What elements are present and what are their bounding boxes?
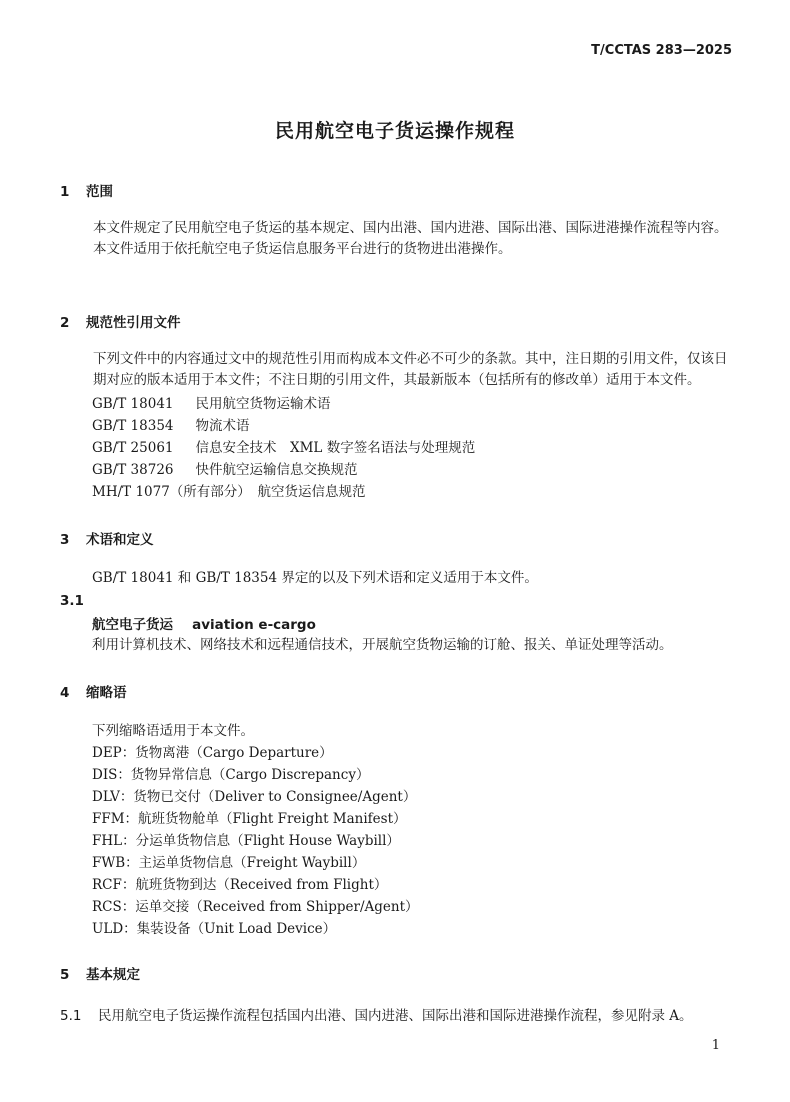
section-title: 基本规定 bbox=[86, 967, 140, 983]
section-5-heading bbox=[60, 963, 140, 983]
abbreviation-item: FFM：航班货物舱单（Flight Freight Manifest） bbox=[92, 811, 407, 827]
clause-text: 民用航空电子货运操作流程包括国内出港、国内进港、国际出港和国际进港操作流程，参见附录 A。 bbox=[98, 1008, 693, 1024]
reference-name: 信息安全技术 XML 数字签名语法与处理规范 bbox=[195, 440, 476, 456]
section-1-heading bbox=[60, 180, 113, 200]
section-number: 3 bbox=[60, 532, 70, 548]
abbreviation-item: FHL：分运单货物信息（Flight House Waybill） bbox=[92, 833, 400, 849]
section-title: 术语和定义 bbox=[86, 532, 154, 548]
reference-name: 物流术语 bbox=[195, 418, 250, 434]
section-2-heading bbox=[60, 311, 181, 331]
normative-references-list bbox=[92, 393, 475, 503]
reference-code: GB/T 38726 bbox=[92, 462, 174, 478]
paragraph: 下列文件中的内容通过文中的规范性引用而构成本文件必不可少的条款。其中，注日期的引用文件，仅该日期对应的版本适用于本文件；不注日期的引用文件，其最新版本（包括所有的修改单）适用于本文件。 bbox=[93, 351, 728, 388]
reference-item bbox=[92, 437, 475, 459]
reference-code: MH/T 1077（所有部分） bbox=[92, 484, 245, 500]
reference-code: GB/T 18041 bbox=[92, 396, 174, 412]
section-title: 规范性引用文件 bbox=[86, 315, 181, 331]
section-title: 缩略语 bbox=[86, 685, 127, 701]
page-number: 1 bbox=[711, 1038, 720, 1053]
section-2-intro bbox=[66, 349, 728, 391]
reference-code: GB/T 18354 bbox=[92, 418, 174, 434]
term-english: aviation e-cargo bbox=[192, 617, 316, 633]
abbreviation-item: RCS：运单交接（Received from Shipper/Agent） bbox=[92, 899, 419, 915]
paragraph: 本文件规定了民用航空电子货运的基本规定、国内出港、国内进港、国际出港、国际进港操作流程等内容。 bbox=[93, 220, 728, 236]
clause-5-1 bbox=[60, 1006, 693, 1027]
reference-item bbox=[92, 415, 475, 437]
section-number: 2 bbox=[60, 315, 70, 331]
section-3-heading bbox=[60, 528, 154, 548]
paragraph: 本文件适用于依托航空电子货运信息服务平台进行的货物进出港操作。 bbox=[93, 241, 512, 257]
reference-name: 航空货运信息规范 bbox=[257, 484, 366, 500]
reference-item bbox=[92, 393, 475, 415]
abbreviations-list bbox=[92, 720, 419, 940]
reference-item bbox=[92, 459, 475, 481]
abbreviation-item: DEP：货物离港（Cargo Departure） bbox=[92, 745, 333, 761]
term-chinese: 航空电子货运 bbox=[92, 617, 173, 633]
section-number: 1 bbox=[60, 184, 70, 200]
section-number: 5 bbox=[60, 967, 70, 983]
section-number: 4 bbox=[60, 685, 70, 701]
reference-name: 民用航空货物运输术语 bbox=[195, 396, 331, 412]
reference-name: 快件航空运输信息交换规范 bbox=[195, 462, 358, 478]
section-1-body bbox=[66, 218, 728, 260]
clause-number: 5.1 bbox=[60, 1008, 82, 1024]
section-3-intro: GB/T 18041 和 GB/T 18354 界定的以及下列术语和定义适用于本文件。 bbox=[92, 570, 538, 586]
section-4-heading bbox=[60, 681, 127, 701]
abbreviation-item: FWB：主运单货物信息（Freight Waybill） bbox=[92, 855, 366, 871]
term-heading bbox=[92, 613, 316, 633]
term-number: 3.1 bbox=[60, 593, 84, 609]
term-definition: 利用计算机技术、网络技术和远程通信技术，开展航空货物运输的订舱、报关、单证处理等活动。 bbox=[92, 637, 673, 653]
abbreviation-item: DLV：货物已交付（Deliver to Consignee/Agent） bbox=[92, 789, 417, 805]
abbreviations-intro: 下列缩略语适用于本文件。 bbox=[92, 723, 254, 739]
document-title: 民用航空电子货运操作规程 bbox=[274, 120, 515, 142]
standard-code: T/CCTAS 283—2025 bbox=[591, 43, 732, 58]
abbreviation-item: RCF：航班货物到达（Received from Flight） bbox=[92, 877, 388, 893]
abbreviation-item: ULD：集装设备（Unit Load Device） bbox=[92, 921, 337, 937]
section-title: 范围 bbox=[86, 184, 113, 200]
reference-item bbox=[92, 481, 475, 503]
reference-code: GB/T 25061 bbox=[92, 440, 174, 456]
abbreviation-item: DIS：货物异常信息（Cargo Discrepancy） bbox=[92, 767, 370, 783]
